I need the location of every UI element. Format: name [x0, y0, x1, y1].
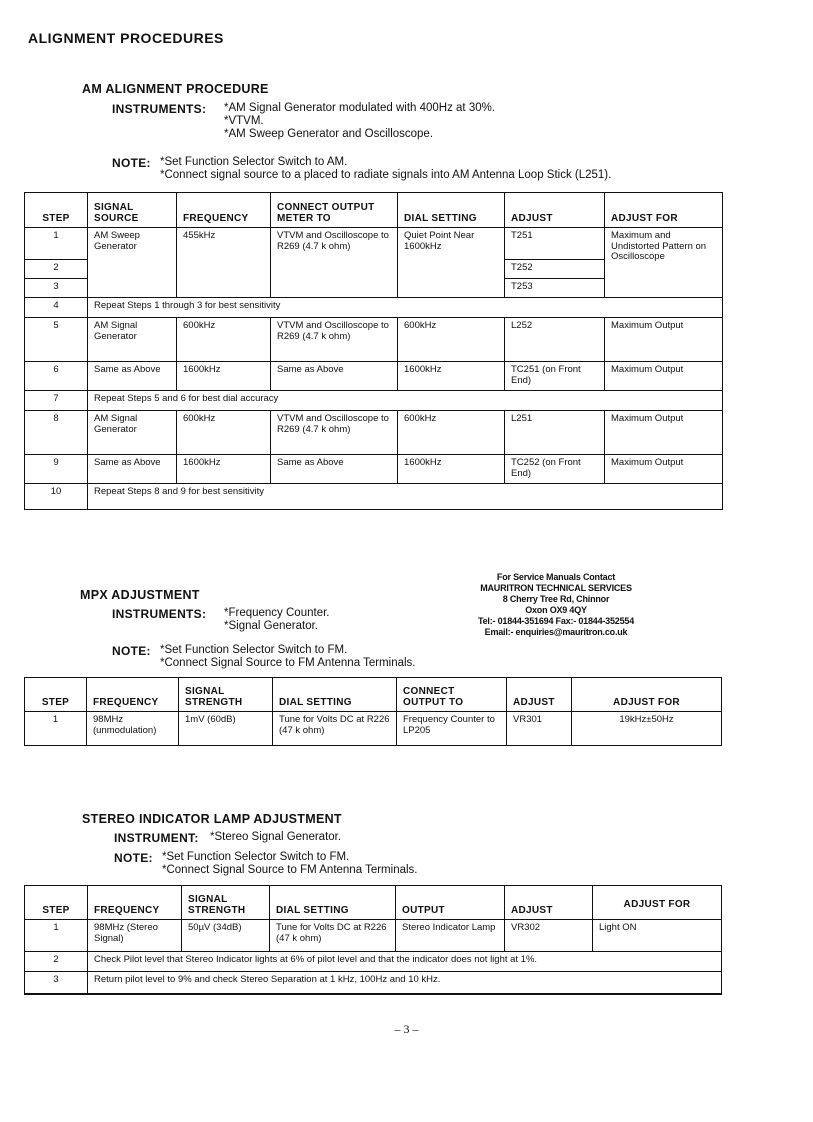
mpx-adjustment-table	[24, 677, 722, 746]
table-row	[25, 972, 722, 994]
table-row	[25, 318, 723, 362]
table-row	[25, 391, 723, 411]
dial-setting-cell: Quiet Point Near 1600kHz	[398, 228, 505, 298]
am-notes-list	[160, 156, 611, 182]
am-instruments-label: INSTRUMENTS:	[112, 102, 207, 116]
adjust-for-cell: Maximum Output	[605, 411, 723, 455]
signal-source-cell: Same as Above	[88, 455, 177, 484]
dial-setting-cell: 600kHz	[398, 411, 505, 455]
am-note-1: *Set Function Selector Switch to AM.	[160, 156, 348, 168]
table-row	[25, 920, 722, 952]
adjust-for-cell: Maximum Output	[605, 362, 723, 391]
contact-line: Tel:- 01844-351694 Fax:- 01844-352554	[477, 616, 635, 626]
note-row-cell: Repeat Steps 1 through 3 for best sensitivity	[88, 298, 723, 318]
meter-cell: VTVM and Oscilloscope to R269 (4.7 k ohm)	[271, 411, 398, 455]
adjust-for-cell: Light ON	[593, 920, 722, 952]
signal-source-cell: AM Signal Generator	[88, 411, 177, 455]
adjust-cell: TC251 (on Front End)	[505, 362, 605, 391]
mpx-instruments-list	[224, 607, 329, 633]
header-connect-output-meter: CONNECT OUTPUT METER TO	[271, 193, 398, 228]
mpx-section-title: MPX ADJUSTMENT	[80, 588, 200, 602]
signal-strength-cell: 50µV (34dB)	[182, 920, 270, 952]
stereo-instrument: *Stereo Signal Generator.	[210, 831, 342, 843]
contact-line: Email:- enquiries@mauritron.co.uk	[484, 627, 628, 637]
contact-line: Oxon OX9 4QY	[525, 605, 587, 615]
meter-cell: VTVM and Oscilloscope to R269 (4.7 k ohm)	[271, 318, 398, 362]
page-number: – 3 –	[394, 1022, 419, 1036]
connect-output-cell: Frequency Counter to LP205	[397, 712, 507, 746]
table-row	[25, 298, 723, 318]
page-title: ALIGNMENT PROCEDURES	[28, 30, 224, 46]
am-section-title: AM ALIGNMENT PROCEDURE	[82, 82, 269, 96]
meter-cell: Same as Above	[271, 362, 398, 391]
dial-setting-cell: 1600kHz	[398, 455, 505, 484]
step-cell: 7	[25, 391, 88, 411]
adjust-for-cell: 19kHz±50Hz	[572, 712, 722, 746]
step-cell: 8	[25, 411, 88, 455]
frequency-cell: 1600kHz	[177, 362, 271, 391]
frequency-cell: 600kHz	[177, 411, 271, 455]
note-row-cell: Check Pilot level that Stereo Indicator lights at 6% of pilot level and that the indicator does not light at 1%.	[88, 952, 722, 972]
stereo-notes-list	[162, 851, 417, 877]
mpx-note-1: *Set Function Selector Switch to FM.	[160, 644, 348, 656]
am-instrument-1: *AM Signal Generator modulated with 400Hz at 30%.	[224, 102, 496, 114]
header-step: STEP	[25, 678, 87, 712]
header-dial-setting: DIAL SETTING	[270, 886, 396, 920]
adjust-for-cell: Maximum Output	[605, 318, 723, 362]
header-adjust: ADJUST	[505, 193, 605, 228]
adjust-cell: T253	[505, 279, 605, 298]
dial-setting-cell: 600kHz	[398, 318, 505, 362]
stereo-instrument-label: INSTRUMENT:	[114, 831, 199, 845]
step-cell: 1	[25, 920, 88, 952]
table-row	[25, 411, 723, 455]
mpx-instrument-2: *Signal Generator.	[224, 620, 318, 632]
step-cell: 9	[25, 455, 88, 484]
header-adjust-for: ADJUST FOR	[605, 193, 723, 228]
adjust-cell: TC252 (on Front End)	[505, 455, 605, 484]
mpx-notes-list	[160, 644, 415, 670]
mpx-note-2: *Connect Signal Source to FM Antenna Terminals.	[160, 657, 416, 669]
header-signal-strength: SIGNAL STRENGTH	[179, 678, 273, 712]
table-row	[25, 455, 723, 484]
contact-line: For Service Manuals Contact	[496, 572, 616, 582]
mpx-instrument-1: *Frequency Counter.	[224, 607, 330, 619]
step-cell: 1	[25, 228, 88, 260]
signal-source-cell: Same as Above	[88, 362, 177, 391]
frequency-cell: 455kHz	[177, 228, 271, 279]
header-connect-output: CONNECT OUTPUT TO	[397, 678, 507, 712]
frequency-cell: 1600kHz	[177, 455, 271, 484]
signal-source-cell: AM Sweep Generator	[88, 228, 177, 279]
signal-source-cell: AM Signal Generator	[88, 318, 177, 362]
table-row	[25, 362, 723, 391]
header-signal-strength: SIGNAL STRENGTH	[182, 886, 270, 920]
adjust-for-cell: Maximum Output	[605, 455, 723, 484]
adjust-cell: T252	[505, 260, 605, 279]
header-frequency: FREQUENCY	[87, 678, 179, 712]
output-cell: Stereo Indicator Lamp	[396, 920, 505, 952]
adjust-cell: VR302	[505, 920, 593, 952]
am-note-2: *Connect signal source to a placed to radiate signals into AM Antenna Loop Stick (L251).	[160, 169, 612, 181]
table-row	[25, 228, 723, 260]
note-row-cell: Repeat Steps 5 and 6 for best dial accuracy	[88, 391, 723, 411]
header-frequency: FREQUENCY	[177, 193, 271, 228]
signal-strength-cell: 1mV (60dB)	[179, 712, 273, 746]
frequency-cell: 600kHz	[177, 318, 271, 362]
header-output: OUTPUT	[396, 886, 505, 920]
header-dial-setting: DIAL SETTING	[398, 193, 505, 228]
header-adjust: ADJUST	[505, 886, 593, 920]
adjust-for-cell: Maximum and Undistorted Pattern on Oscilloscope	[605, 228, 723, 298]
stereo-note-label: NOTE:	[114, 851, 153, 865]
dial-setting-cell: 1600kHz	[398, 362, 505, 391]
table-header-row	[25, 193, 723, 228]
stereo-note-2: *Connect Signal Source to FM Antenna Terminals.	[162, 864, 418, 876]
am-alignment-table	[24, 192, 723, 510]
meter-cell: VTVM and Oscilloscope to R269 (4.7 k ohm)	[271, 228, 398, 279]
am-note-label: NOTE:	[112, 156, 151, 170]
table-row	[25, 484, 723, 510]
stereo-section-title: STEREO INDICATOR LAMP ADJUSTMENT	[82, 812, 342, 826]
contact-line: MAURITRON TECHNICAL SERVICES	[480, 583, 632, 593]
header-adjust-for: ADJUST FOR	[572, 678, 722, 712]
adjust-cell: T251	[505, 228, 605, 260]
dial-setting-cell: Tune for Volts DC at R226 (47 k ohm)	[273, 712, 397, 746]
step-cell: 2	[25, 260, 88, 279]
header-frequency: FREQUENCY	[88, 886, 182, 920]
service-contact-stamp	[466, 572, 646, 638]
step-cell: 3	[25, 972, 88, 994]
note-row-cell: Return pilot level to 9% and check Stereo Separation at 1 kHz, 100Hz and 10 kHz.	[88, 972, 722, 994]
frequency-cell: 98MHz (Stereo Signal)	[88, 920, 182, 952]
am-instrument-2: *VTVM.	[224, 115, 264, 127]
mpx-note-label: NOTE:	[112, 644, 151, 658]
adjust-cell: L252	[505, 318, 605, 362]
step-cell: 1	[25, 712, 87, 746]
step-cell: 10	[25, 484, 88, 510]
table-row	[25, 712, 722, 746]
am-instruments-list	[224, 102, 495, 141]
table-header-row	[25, 886, 722, 920]
mpx-instruments-label: INSTRUMENTS:	[112, 607, 207, 621]
am-instrument-3: *AM Sweep Generator and Oscilloscope.	[224, 128, 434, 140]
header-step: STEP	[25, 193, 88, 228]
table-header-row	[25, 678, 722, 712]
adjust-cell: L251	[505, 411, 605, 455]
step-cell: 5	[25, 318, 88, 362]
table-row	[25, 952, 722, 972]
stereo-indicator-table	[24, 885, 722, 995]
contact-line: 8 Cherry Tree Rd, Chinnor	[502, 594, 610, 604]
header-signal-source: SIGNAL SOURCE	[88, 193, 177, 228]
header-adjust-for: ADJUST FOR	[593, 886, 722, 920]
dial-setting-cell: Tune for Volts DC at R226 (47 k ohm)	[270, 920, 396, 952]
step-cell: 4	[25, 298, 88, 318]
header-adjust: ADJUST	[507, 678, 572, 712]
header-step: STEP	[25, 886, 88, 920]
step-cell: 6	[25, 362, 88, 391]
note-row-cell: Repeat Steps 8 and 9 for best sensitivity	[88, 484, 723, 510]
step-cell: 2	[25, 952, 88, 972]
meter-cell: Same as Above	[271, 455, 398, 484]
frequency-cell: 98MHz (unmodulation)	[87, 712, 179, 746]
header-dial-setting: DIAL SETTING	[273, 678, 397, 712]
step-cell: 3	[25, 279, 88, 298]
stereo-note-1: *Set Function Selector Switch to FM.	[162, 851, 350, 863]
adjust-cell: VR301	[507, 712, 572, 746]
